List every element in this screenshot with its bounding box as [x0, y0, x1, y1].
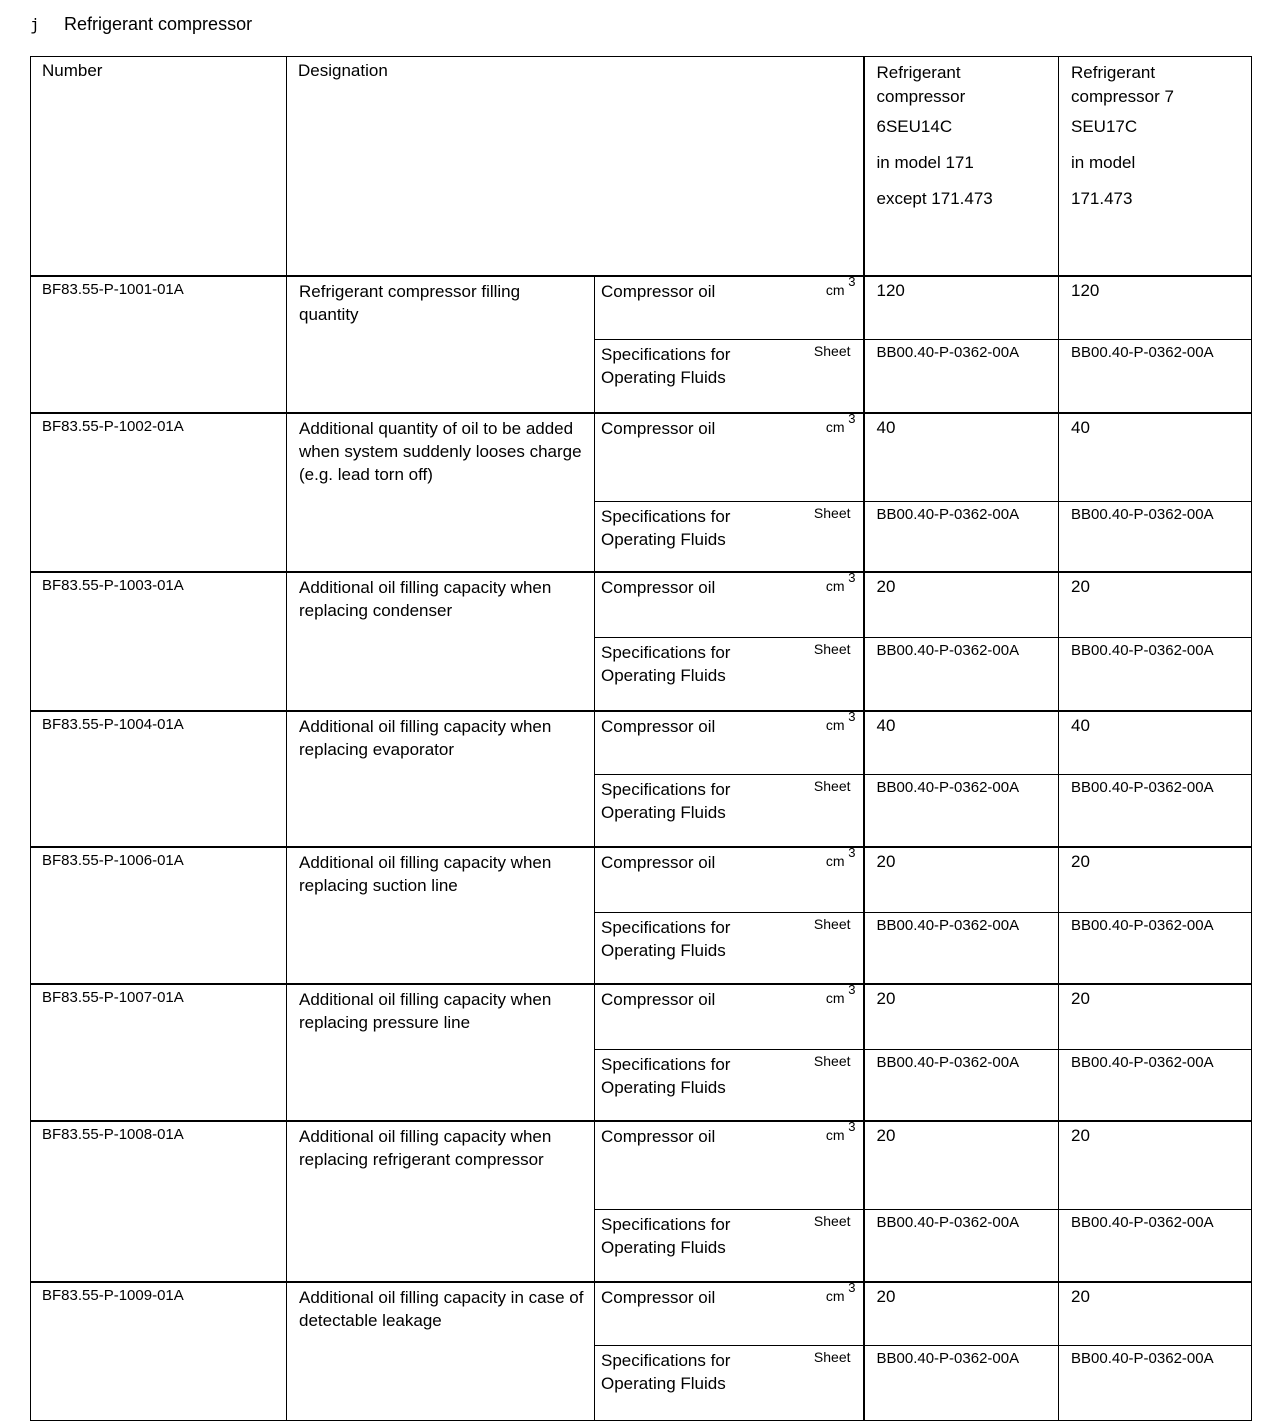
spec-label: [601, 343, 730, 389]
ref-col2: [1059, 638, 1252, 712]
header-designation-cell: [287, 57, 864, 277]
table-row: [31, 711, 1252, 775]
header-number-cell: [31, 57, 287, 277]
spec-label-line1: Specifications for: [601, 507, 731, 526]
value-col2: [1059, 711, 1252, 775]
number-cell: [31, 847, 287, 984]
sheet-label: Sheet: [813, 1053, 851, 1069]
row-number: BF83.55-P-1001-01A: [42, 281, 184, 298]
value-col1: [864, 1282, 1059, 1346]
unit-label: [825, 845, 856, 869]
row-designation: Additional quantity of oil to be added when system suddenly looses charge (e.g. lead torn off): [299, 419, 582, 484]
unit-exponent: 3: [848, 411, 856, 426]
spec-label-line1: Specifications for: [601, 780, 731, 799]
spec-label-line2: Operating Fluids: [601, 530, 726, 549]
header-number: Number: [42, 61, 103, 80]
unit-text: cm: [825, 717, 845, 733]
designation-cell: [287, 413, 595, 572]
sheet-ref-col2: BB00.40-P-0362-00A: [1071, 1214, 1214, 1231]
oil-value-col1: 40: [876, 716, 896, 735]
spec-label-cell: [595, 340, 864, 414]
header-row: [31, 57, 1252, 277]
oil-label-cell: [595, 847, 864, 913]
table-row: [31, 413, 1252, 502]
unit-exponent: 3: [848, 709, 856, 724]
oil-label: Compressor oil: [601, 1288, 716, 1307]
oil-value-col1: 20: [876, 1287, 896, 1306]
unit-exponent: 3: [848, 982, 856, 997]
spec-label-line2: Operating Fluids: [601, 666, 726, 685]
sheet-label: Sheet: [813, 505, 851, 521]
header-col1-line1: Refrigerant: [876, 63, 961, 82]
section-title: [30, 14, 252, 35]
spec-label-cell: [595, 913, 864, 985]
spec-label-line2: Operating Fluids: [601, 803, 726, 822]
row-number: BF83.55-P-1003-01A: [42, 577, 184, 594]
spec-label: [601, 641, 730, 687]
spec-label-cell: [595, 775, 864, 848]
oil-value-col2: 40: [1071, 716, 1090, 735]
oil-label: Compressor oil: [601, 282, 716, 301]
ref-col2: [1059, 502, 1252, 573]
oil-value-col1: 20: [876, 989, 896, 1008]
table-row: [31, 572, 1252, 638]
ref-col1: [864, 638, 1059, 712]
value-col1: [864, 276, 1059, 340]
ref-col2: [1059, 1050, 1252, 1122]
oil-value-col1: 20: [876, 852, 896, 871]
oil-value-col2: 120: [1071, 281, 1100, 300]
oil-value-col2: 20: [1071, 577, 1090, 596]
value-col1: [864, 984, 1059, 1050]
sheet-label: Sheet: [813, 641, 851, 657]
spec-label-line1: Specifications for: [601, 643, 731, 662]
spec-label: [601, 1053, 730, 1099]
designation-cell: [287, 847, 595, 984]
header-col1-cell: [864, 57, 1059, 277]
table-row: [31, 1282, 1252, 1346]
unit-label: [825, 709, 856, 733]
oil-label: Compressor oil: [601, 1127, 716, 1146]
sheet-label: Sheet: [813, 1213, 851, 1229]
unit-label: [825, 1280, 856, 1304]
sheet-ref-col1: BB00.40-P-0362-00A: [876, 1350, 1020, 1367]
designation-cell: [287, 1282, 595, 1421]
sheet-label: Sheet: [813, 343, 851, 359]
unit-label: [825, 1119, 856, 1143]
row-designation: Additional oil filling capacity when replacing condenser: [299, 578, 552, 620]
value-col1: [864, 711, 1059, 775]
header-col2-line3: SEU17C: [1071, 117, 1138, 136]
sheet-ref-col1: BB00.40-P-0362-00A: [876, 642, 1020, 659]
sheet-ref-col2: BB00.40-P-0362-00A: [1071, 642, 1214, 659]
header-col2-cell: [1059, 57, 1252, 277]
oil-label-cell: [595, 1121, 864, 1210]
header-col1-line4: in model 171: [876, 153, 974, 172]
designation-cell: [287, 711, 595, 847]
value-col2: [1059, 572, 1252, 638]
designation-cell: [287, 1121, 595, 1282]
unit-exponent: 3: [848, 570, 856, 585]
sheet-label: Sheet: [813, 916, 851, 932]
value-col2: [1059, 1121, 1252, 1210]
oil-value-col1: 20: [876, 1126, 896, 1145]
ref-col2: [1059, 340, 1252, 414]
sheet-label: Sheet: [813, 1349, 851, 1365]
unit-label: [825, 570, 856, 594]
designation-cell: [287, 984, 595, 1121]
ref-col1: [864, 1210, 1059, 1283]
row-number: BF83.55-P-1006-01A: [42, 852, 184, 869]
ref-col1: [864, 1346, 1059, 1421]
number-cell: [31, 572, 287, 711]
unit-text: cm: [825, 1127, 845, 1143]
row-number: BF83.55-P-1004-01A: [42, 716, 184, 733]
oil-label: Compressor oil: [601, 853, 716, 872]
header-col2-line5: 171.473: [1071, 189, 1133, 208]
number-cell: [31, 1121, 287, 1282]
spec-label: [601, 916, 730, 962]
spec-label-line2: Operating Fluids: [601, 1374, 726, 1393]
row-designation: Additional oil filling capacity when replacing evaporator: [299, 717, 552, 759]
designation-cell: [287, 276, 595, 413]
unit-text: cm: [825, 419, 845, 435]
row-designation: Additional oil filling capacity when replacing suction line: [299, 853, 552, 895]
spec-label-cell: [595, 638, 864, 712]
sheet-ref-col2: BB00.40-P-0362-00A: [1071, 506, 1214, 523]
row-designation: Refrigerant compressor filling quantity: [299, 282, 521, 324]
section-title-text: Refrigerant compressor: [64, 14, 253, 34]
spec-label-cell: [595, 502, 864, 573]
table-row: [31, 984, 1252, 1050]
oil-value-col2: 20: [1071, 1126, 1090, 1145]
value-col2: [1059, 1282, 1252, 1346]
oil-value-col1: 40: [876, 418, 896, 437]
value-col1: [864, 1121, 1059, 1210]
ref-col2: [1059, 775, 1252, 848]
oil-value-col2: 20: [1071, 1287, 1090, 1306]
header-col2-line4: in model: [1071, 153, 1136, 172]
section-marker: j: [30, 15, 40, 34]
oil-label: Compressor oil: [601, 717, 716, 736]
spec-label-cell: [595, 1346, 864, 1421]
header-col1-line2: compressor: [876, 87, 966, 106]
oil-label: Compressor oil: [601, 419, 716, 438]
unit-text: cm: [825, 282, 845, 298]
oil-value-col2: 20: [1071, 989, 1090, 1008]
unit-text: cm: [825, 990, 845, 1006]
sheet-ref-col1: BB00.40-P-0362-00A: [876, 1054, 1020, 1071]
unit-label: [825, 274, 856, 298]
table-row: [31, 847, 1252, 913]
value-col1: [864, 847, 1059, 913]
value-col2: [1059, 276, 1252, 340]
refrigerant-compressor-table: [30, 56, 1252, 1421]
spec-label-line1: Specifications for: [601, 1055, 731, 1074]
ref-col1: [864, 340, 1059, 414]
oil-label-cell: [595, 413, 864, 502]
spec-label: [601, 778, 730, 824]
sheet-ref-col2: BB00.40-P-0362-00A: [1071, 1350, 1214, 1367]
unit-label: [825, 411, 856, 435]
row-designation: Additional oil filling capacity when replacing refrigerant compressor: [299, 1127, 552, 1169]
unit-label: [825, 982, 856, 1006]
sheet-ref-col2: BB00.40-P-0362-00A: [1071, 1054, 1214, 1071]
row-designation: Additional oil filling capacity in case of detectable leakage: [299, 1288, 584, 1330]
number-cell: [31, 413, 287, 572]
header-col1-line3: 6SEU14C: [876, 117, 953, 136]
sheet-ref-col1: BB00.40-P-0362-00A: [876, 344, 1020, 361]
value-col2: [1059, 847, 1252, 913]
oil-value-col2: 40: [1071, 418, 1090, 437]
row-number: BF83.55-P-1007-01A: [42, 989, 184, 1006]
spec-label-cell: [595, 1210, 864, 1283]
ref-col2: [1059, 913, 1252, 985]
unit-text: cm: [825, 578, 845, 594]
spec-label-line1: Specifications for: [601, 1351, 731, 1370]
table-row: [31, 276, 1252, 340]
oil-label-cell: [595, 276, 864, 340]
row-number: BF83.55-P-1009-01A: [42, 1287, 184, 1304]
sheet-ref-col2: BB00.40-P-0362-00A: [1071, 917, 1214, 934]
value-col1: [864, 572, 1059, 638]
spec-label: [601, 1213, 730, 1259]
value-col2: [1059, 413, 1252, 502]
header-col1-line5: except 171.473: [876, 189, 993, 208]
header-col2-line2: compressor 7: [1071, 87, 1174, 106]
oil-value-col1: 120: [876, 281, 905, 300]
number-cell: [31, 1282, 287, 1421]
row-designation: Additional oil filling capacity when replacing pressure line: [299, 990, 552, 1032]
oil-label-cell: [595, 1282, 864, 1346]
row-number: BF83.55-P-1008-01A: [42, 1126, 184, 1143]
oil-label: Compressor oil: [601, 578, 716, 597]
unit-exponent: 3: [848, 845, 856, 860]
spec-label-line1: Specifications for: [601, 918, 731, 937]
oil-value-col1: 20: [876, 577, 896, 596]
sheet-label: Sheet: [813, 778, 851, 794]
sheet-ref-col1: BB00.40-P-0362-00A: [876, 506, 1020, 523]
oil-label-cell: [595, 711, 864, 775]
ref-col1: [864, 1050, 1059, 1122]
unit-exponent: 3: [848, 1119, 856, 1134]
spec-label-line2: Operating Fluids: [601, 1078, 726, 1097]
number-cell: [31, 984, 287, 1121]
spec-label-line1: Specifications for: [601, 345, 731, 364]
spec-label-cell: [595, 1050, 864, 1122]
value-col2: [1059, 984, 1252, 1050]
sheet-ref-col1: BB00.40-P-0362-00A: [876, 1214, 1020, 1231]
ref-col2: [1059, 1346, 1252, 1421]
sheet-ref-col2: BB00.40-P-0362-00A: [1071, 344, 1214, 361]
spec-label-line2: Operating Fluids: [601, 941, 726, 960]
sheet-ref-col1: BB00.40-P-0362-00A: [876, 917, 1020, 934]
number-cell: [31, 276, 287, 413]
unit-text: cm: [825, 853, 845, 869]
ref-col1: [864, 775, 1059, 848]
oil-label-cell: [595, 572, 864, 638]
spec-label: [601, 1349, 730, 1395]
unit-text: cm: [825, 1288, 845, 1304]
ref-col2: [1059, 1210, 1252, 1283]
spec-label-line2: Operating Fluids: [601, 1238, 726, 1257]
number-cell: [31, 711, 287, 847]
row-number: BF83.55-P-1002-01A: [42, 418, 184, 435]
table-row: [31, 1121, 1252, 1210]
spec-label-line1: Specifications for: [601, 1215, 731, 1234]
unit-exponent: 3: [848, 274, 856, 289]
spec-label-line2: Operating Fluids: [601, 368, 726, 387]
header-designation: Designation: [298, 61, 388, 80]
designation-cell: [287, 572, 595, 711]
oil-label-cell: [595, 984, 864, 1050]
oil-label: Compressor oil: [601, 990, 716, 1009]
sheet-ref-col2: BB00.40-P-0362-00A: [1071, 779, 1214, 796]
ref-col1: [864, 502, 1059, 573]
spec-label: [601, 505, 730, 551]
value-col1: [864, 413, 1059, 502]
oil-value-col2: 20: [1071, 852, 1090, 871]
ref-col1: [864, 913, 1059, 985]
sheet-ref-col1: BB00.40-P-0362-00A: [876, 779, 1020, 796]
header-col2-line1: Refrigerant: [1071, 63, 1156, 82]
unit-exponent: 3: [848, 1280, 856, 1295]
